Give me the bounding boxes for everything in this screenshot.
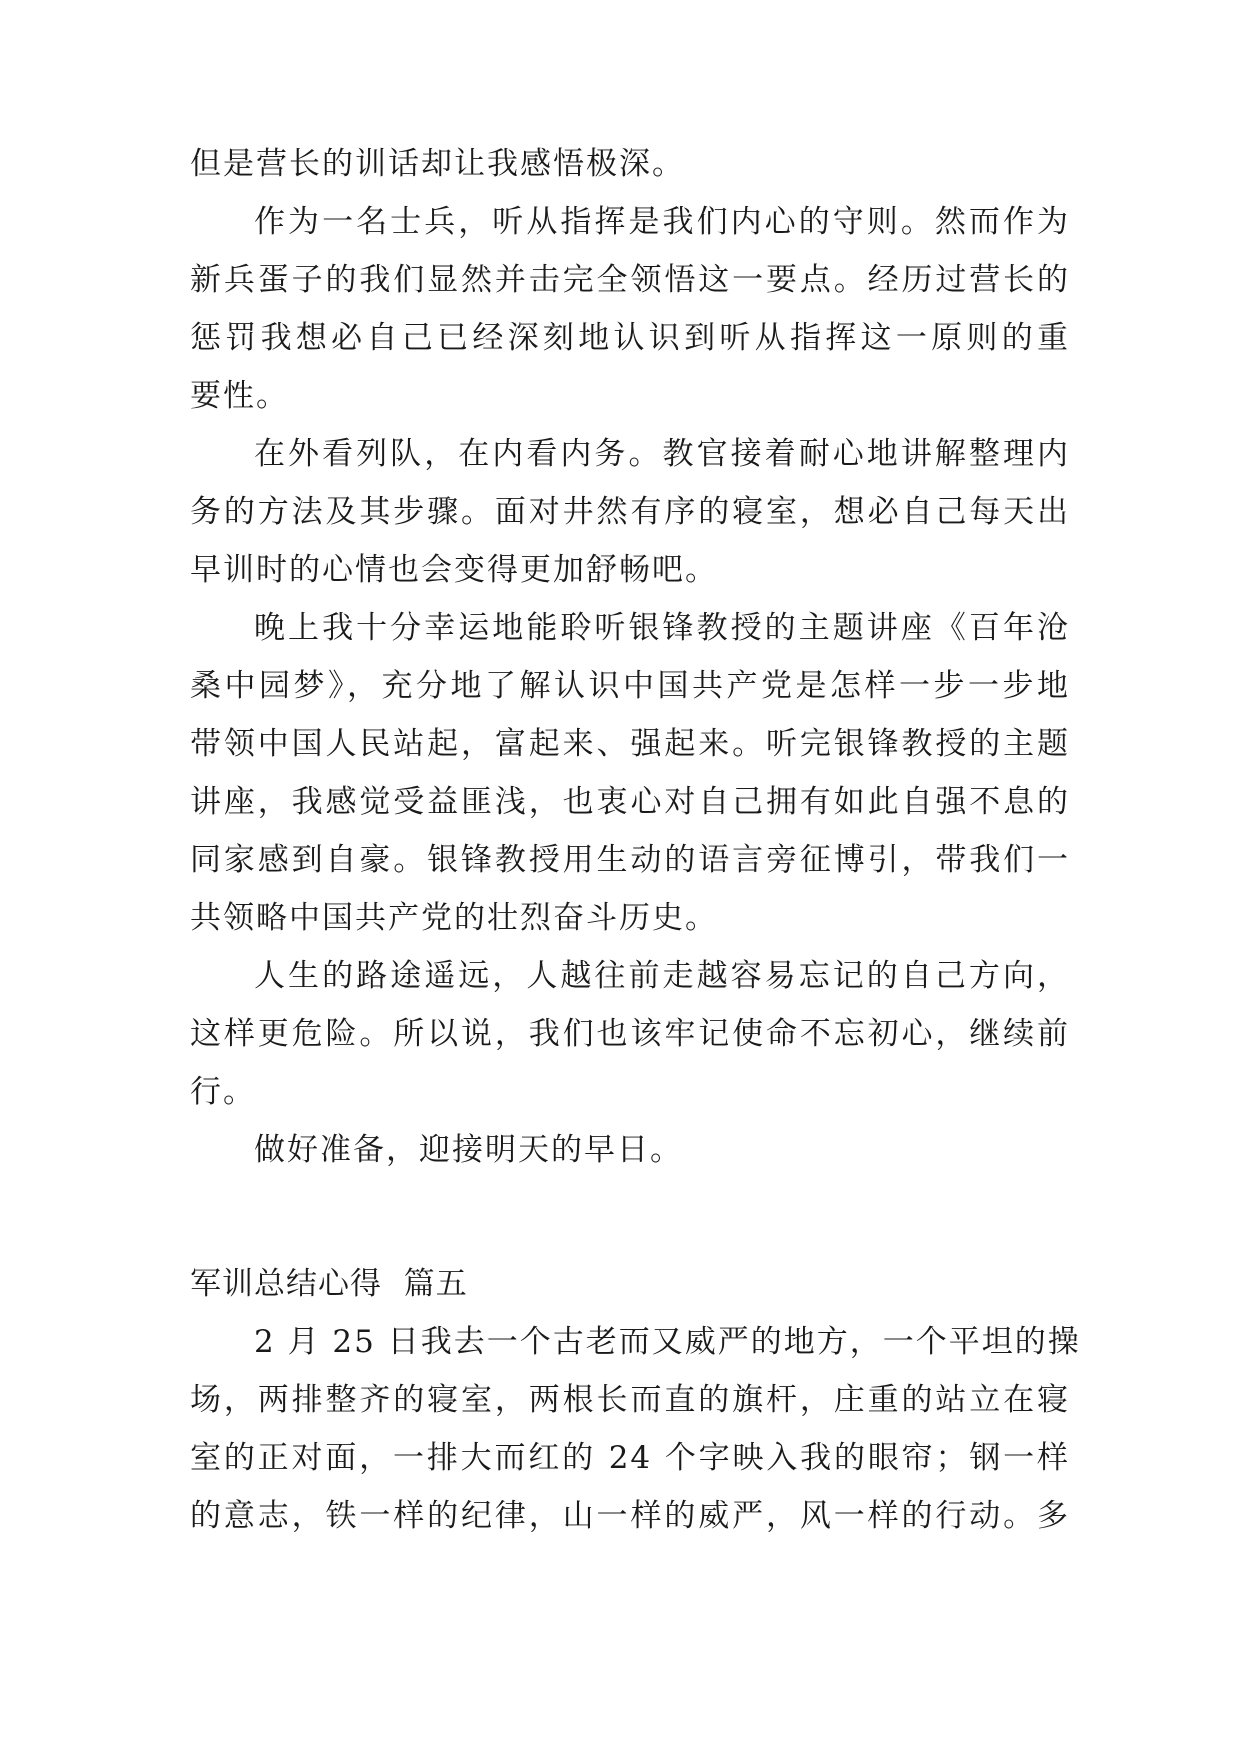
text-line: 要性。	[190, 378, 289, 414]
text-line: 但是营长的训话却让我感悟极深。	[190, 146, 685, 182]
paragraph-first-line: 人生的路途遥远，人越往前走越容易忘记的自己方向，	[254, 958, 1070, 994]
paragraph-first-line: 作为一名士兵，听从指挥是我们内心的守则。然而作为	[254, 204, 1070, 240]
paragraph-first-line: 2 月 25 日我去一个古老而又威严的地方，一个平坦的操	[254, 1324, 1081, 1360]
paragraph-first-line: 做好准备，迎接明天的早日。	[254, 1132, 683, 1168]
text-line: 务的方法及其步骤。面对井然有序的寝室，想必自己每天出	[190, 494, 1070, 530]
text-line: 同家感到自豪。银锋教授用生动的语言旁征博引，带我们一	[190, 842, 1070, 878]
text-line: 惩罚我想必自己已经深刻地认识到听从指挥这一原则的重	[190, 320, 1070, 356]
text-line: 场，两排整齐的寝室，两根长而直的旗杆，庄重的站立在寝	[190, 1382, 1070, 1418]
text-line: 共领略中国共产党的壮烈奋斗历史。	[190, 900, 718, 936]
text-line: 室的正对面，一排大而红的 24 个字映入我的眼帘；钢一样	[190, 1440, 1070, 1476]
section-heading: 军训总结心得 篇五	[190, 1266, 468, 1302]
text-line: 早训时的心情也会变得更加舒畅吧。	[190, 552, 718, 588]
text-line: 桑中园梦》，充分地了解认识中国共产党是怎样一步一步地	[190, 668, 1070, 704]
text-line: 带领中国人民站起，富起来、强起来。听完银锋教授的主题	[190, 726, 1070, 762]
paragraph-first-line: 晚上我十分幸运地能聆听银锋教授的主题讲座《百年沧	[254, 610, 1070, 646]
paragraph-first-line: 在外看列队，在内看内务。教官接着耐心地讲解整理内	[254, 436, 1070, 472]
text-line: 这样更危险。所以说，我们也该牢记使命不忘初心，继续前	[190, 1016, 1070, 1052]
text-line: 新兵蛋子的我们显然并击完全领悟这一要点。经历过营长的	[190, 262, 1070, 298]
text-line: 讲座，我感觉受益匪浅，也衷心对自己拥有如此自强不息的	[190, 784, 1070, 820]
text-line: 行。	[190, 1074, 256, 1110]
text-line: 的意志，铁一样的纪律，山一样的威严，风一样的行动。多	[190, 1498, 1070, 1534]
